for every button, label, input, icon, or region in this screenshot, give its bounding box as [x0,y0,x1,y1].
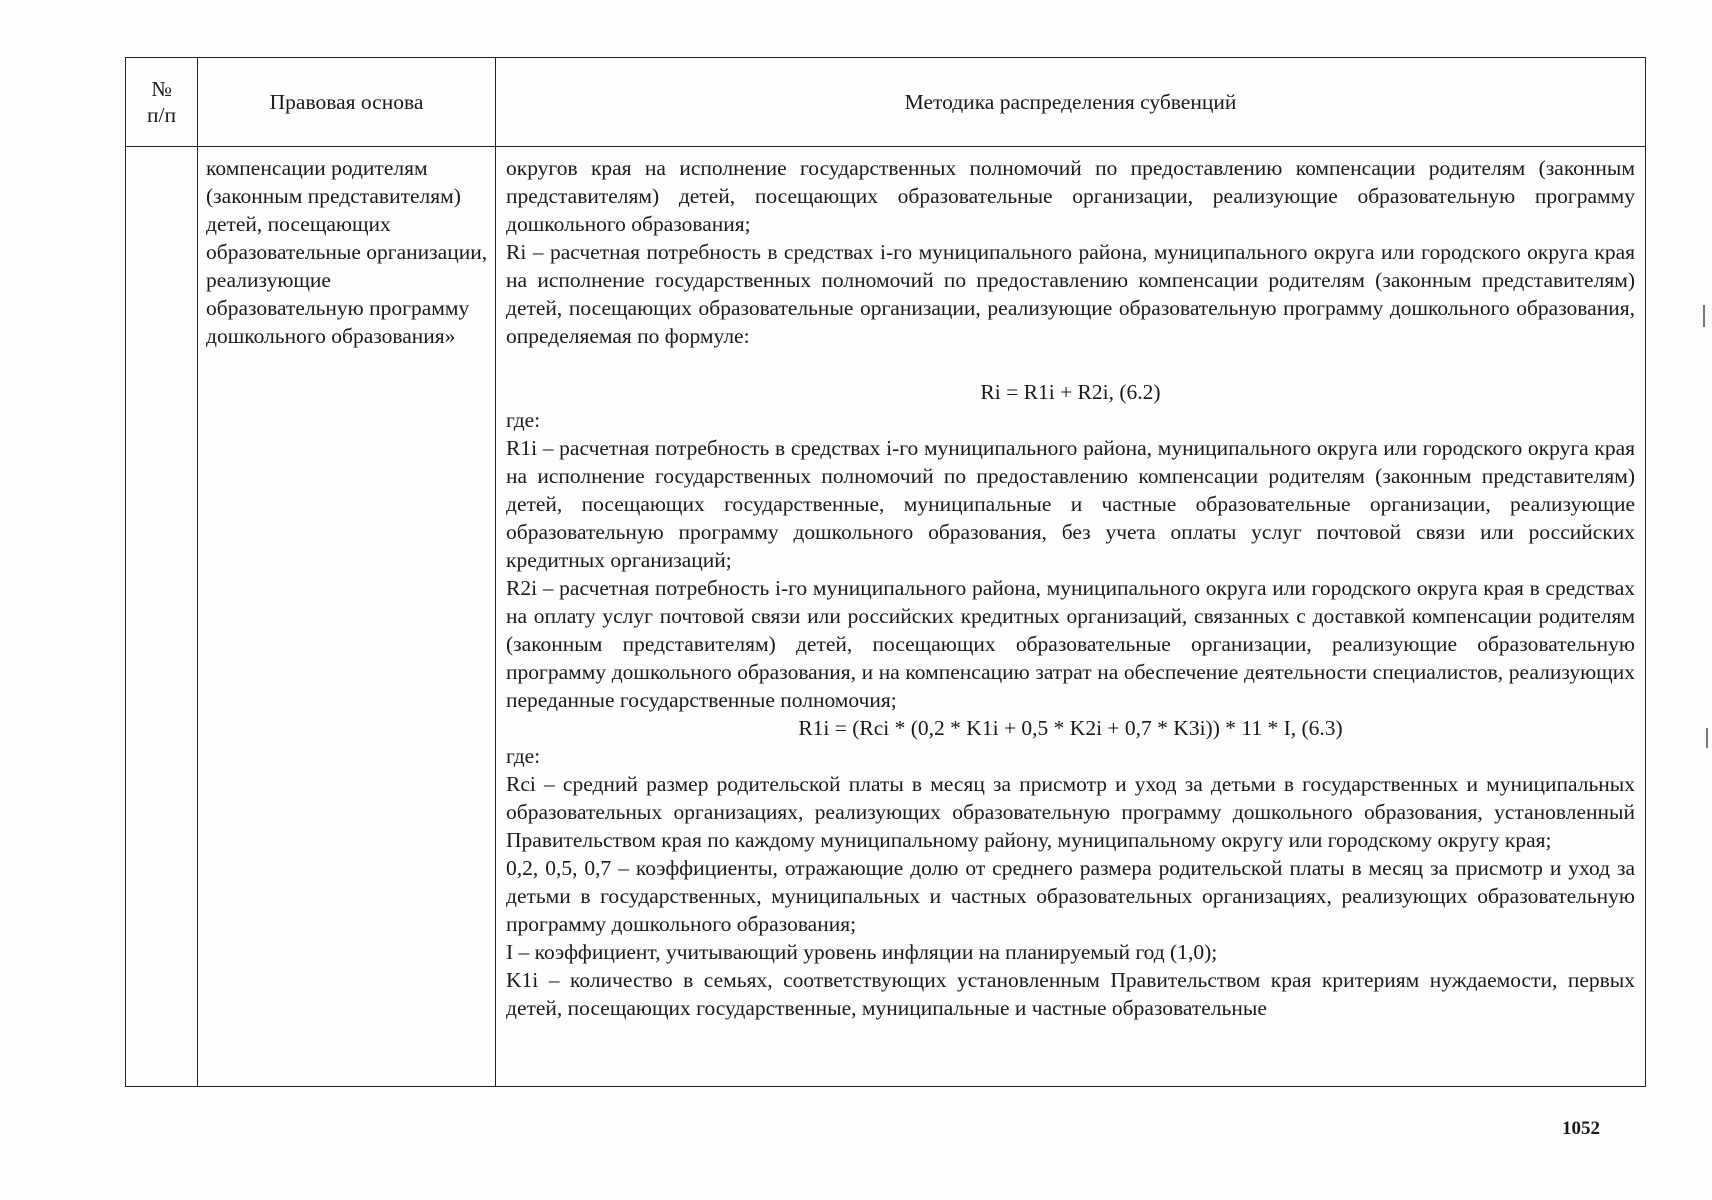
paragraph-r2i-definition: R2i – расчетная потребность i-го муниципального района, муниципального округа или городского округа края в средствах на оплату услуг почтовой связи или российских кредитных организаций, связанных с доставкой компенсации родителям (законным представителям) детей, посещающих образовательные организации, реализующие образовательную программу дошкольного образования, и на компенсацию затрат на обеспечение деятельности специалистов, реализующих переданные государственные полномочия; [506,576,1635,712]
scan-artifact-mark [1703,305,1705,327]
row-number-cell [126,147,198,1087]
formula-6-2: Ri = R1i + R2i, (6.2) [980,380,1161,404]
table-header-row [126,58,1646,147]
header-number-symbol: № [151,77,172,101]
methodology-cell [496,147,1646,1087]
paragraph-districts-intro: округов края на исполнение государственных полномочий по предоставлению компенсации родителям (законным представителям) детей, посещающих образовательные организации, реализующие образовательную программу дошкольного образования; [506,156,1635,236]
paragraph-rci-definition: Rci – средний размер родительской платы в месяц за присмотр и уход за детьми в государственных и муниципальных образовательных организациях, реализующих образовательную программу дошкольного образования, установленный Правительством края по каждому муниципальному району, муниципальному округу или городскому округу края; [506,772,1635,852]
table-row [126,147,1646,1087]
header-row-number [126,58,198,147]
legal-basis-cell: компенсации родителям (законным представителям) детей, посещающих образовательные организации, реализующие образовательную программу дошкольного образования» [198,147,496,1087]
paragraph-k1i-definition: K1i – количество в семьях, соответствующих установленным Правительством края критериям нуждаемости, первых детей, посещающих государственные, муниципальные и частные образовательные [506,968,1635,1020]
header-legal-basis: Правовая основа [198,58,496,147]
paragraph-r1i-definition: R1i – расчетная потребность в средствах i-го муниципального района, муниципального округа или городского округа края на исполнение государственных полномочий по предоставлению компенсации родителям (законным представителям) детей, посещающих государственные, муниципальные и частные образовательные организации, реализующие образовательную программу дошкольного образования, без учета оплаты услуг почтовой связи или российских кредитных организаций; [506,436,1635,572]
header-methodology: Методика распределения субвенций [496,58,1646,147]
formula-6-3: R1i = (Rci * (0,2 * K1i + 0,5 * K2i + 0,7 * K3i)) * 11 * I, (6.3) [798,716,1343,740]
paragraph-ri-definition: Ri – расчетная потребность в средствах i-го муниципального района, муниципального округа или городского округа края на исполнение государственных полномочий по предоставлению компенсации родителям (законным представителям) детей, посещающих образовательные организации, реализующие образовательную программу дошкольного образования, определяемая по формуле: [506,240,1635,348]
methodology-table [125,57,1646,1087]
page-number: 1052 [1562,1118,1600,1139]
header-number-sub: п/п [147,103,176,127]
where-label: где: [506,744,541,768]
where-label: где: [506,408,541,432]
scan-artifact-mark [1706,728,1708,748]
paragraph-coefficients: 0,2, 0,5, 0,7 – коэффициенты, отражающие долю от среднего размера родительской платы в месяц за присмотр и уход за детьми в государственных, муниципальных и частных образовательных организациях, реализующих образовательную программу дошкольного образования; [506,856,1635,936]
paragraph-inflation-coefficient: I – коэффициент, учитывающий уровень инфляции на планируемый год (1,0); [506,940,1218,964]
